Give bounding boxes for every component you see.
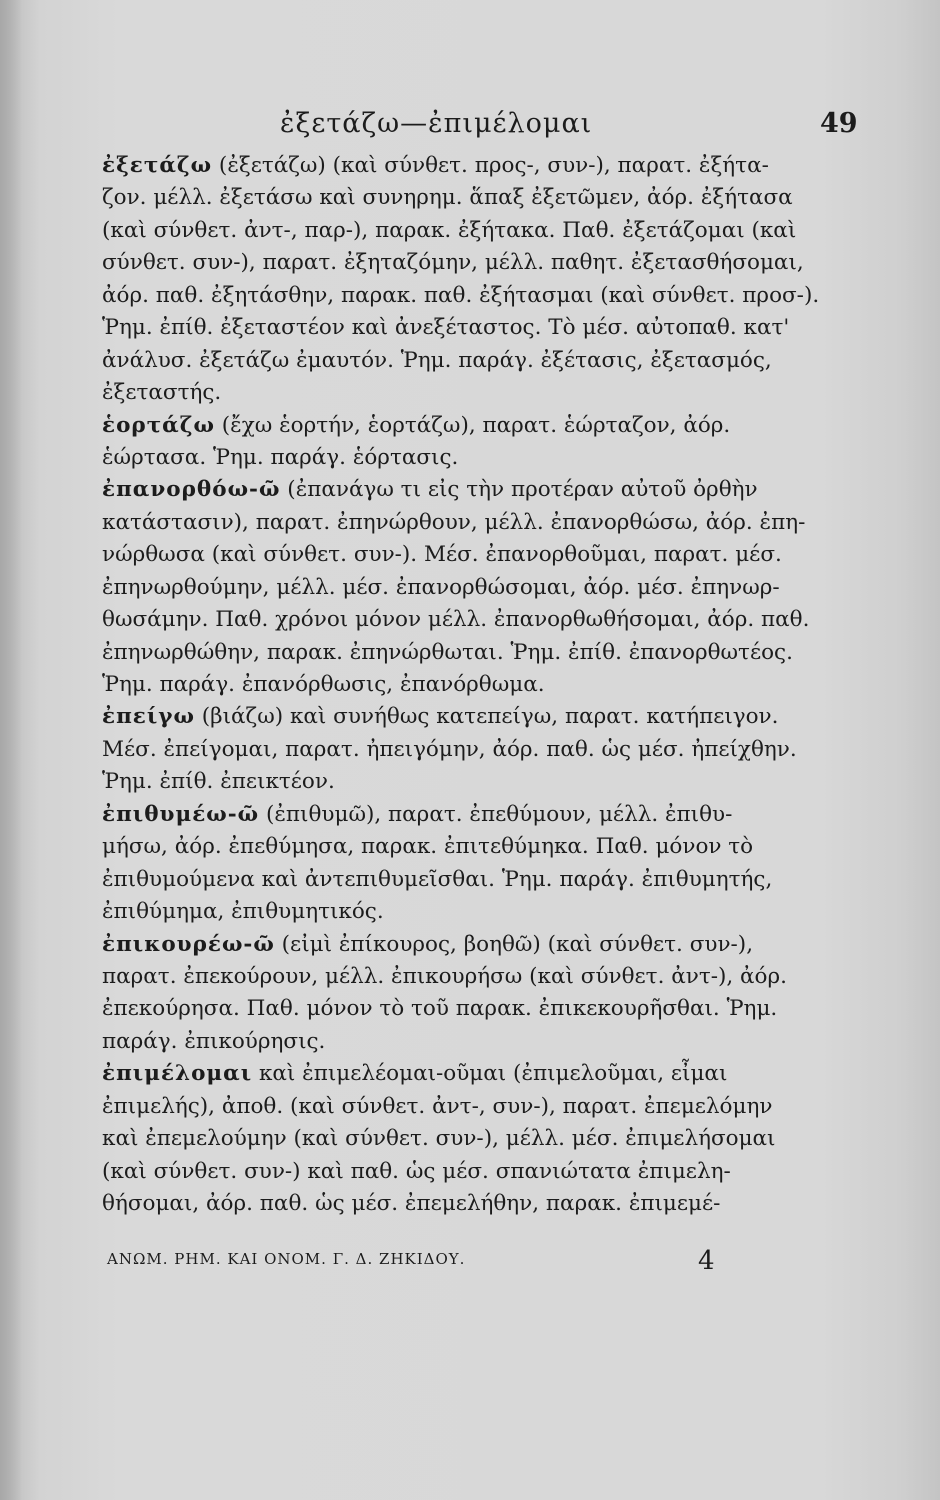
line-text: (καὶ σύνθετ. ἀντ-, παρ-), παρακ. ἐξήτακα. Παθ. ἐξετάζομαι (καὶ	[102, 217, 797, 243]
line-text: σύνθετ. συν-), παρατ. ἐξηταζόμην, μέλλ. παθητ. ἐξετασθήσομαι,	[102, 250, 804, 276]
headword: ἐπανορθόω-ῶ	[102, 477, 281, 503]
printer-signature: ΑΝΩΜ. ΡΗΜ. ΚΑΙ ΟΝΟΜ. Γ. Δ. ΖΗΚΙΔΟΥ.	[107, 1250, 466, 1268]
text-line	[102, 247, 837, 279]
entry-first-line	[102, 929, 837, 961]
text-line	[102, 182, 837, 214]
line-text: παράγ. ἐπικούρησις.	[102, 1028, 326, 1054]
page-footer	[0, 1246, 940, 1290]
text-line	[102, 1091, 837, 1123]
text-line	[102, 539, 837, 571]
line-text: κατάστασιν), παρατ. ἐπηνώρθουν, μέλλ. ἐπανορθώσω, ἀόρ. ἐπη-	[102, 509, 806, 535]
entry-first-line	[102, 150, 837, 182]
line-text: νώρθωσα (καὶ σύνθετ. συν-). Μέσ. ἐπανορθοῦμαι, παρατ. μέσ.	[102, 542, 782, 568]
text-line	[102, 831, 837, 863]
text-line	[102, 507, 837, 539]
line-text: ἀνάλυσ. ἐξετάζω ἐμαυτόν. Ῥημ. παράγ. ἐξέτασις, ἐξετασμός,	[102, 347, 772, 373]
line-text: ἐπιθυμούμενα καὶ ἀντεπιθυμεῖσθαι. Ῥημ. παράγ. ἐπιθυμητής,	[102, 866, 773, 892]
line-text: θήσομαι, ἀόρ. παθ. ὡς μέσ. ἐπεμελήθην, παρακ. ἐπιμεμέ-	[102, 1191, 721, 1216]
line-text: Ῥημ. παράγ. ἐπανόρθωσις, ἐπανόρθωμα.	[102, 672, 545, 697]
running-title: ἐξετάζω—ἐπιμέλομαι	[280, 108, 593, 139]
headword: ἑορτάζω	[102, 412, 215, 438]
dictionary-body	[102, 150, 837, 1220]
page-number: 49	[820, 108, 858, 139]
text-line	[102, 961, 837, 993]
text-line	[102, 766, 837, 798]
text-line	[102, 312, 837, 344]
headword: ἐπιθυμέω-ῶ	[102, 801, 260, 827]
headword: ἐπιμέλομαι	[102, 1061, 253, 1087]
line-text: Ῥημ. ἐπίθ. ἐξεταστέον καὶ ἀνεξέταστος. Τὸ μέσ. αὐτοπαθ. κατ'	[102, 315, 790, 341]
text-line	[102, 637, 837, 669]
text-line	[102, 993, 837, 1025]
page-header	[0, 108, 940, 148]
text-line	[102, 1188, 837, 1220]
line-text: (ἔχω ἑορτήν, ἑορτάζω), παρατ. ἑώρταζον, ἀόρ.	[214, 412, 731, 438]
entry-first-line	[102, 410, 837, 442]
text-line	[102, 604, 837, 636]
line-text: θωσάμην. Παθ. χρόνοι μόνον μέλλ. ἐπανορθωθήσομαι, ἀόρ. παθ.	[102, 607, 810, 633]
line-text: (βιάζω) καὶ συνήθως κατεπείγω, παρατ. κατήπειγον.	[194, 704, 779, 730]
text-line	[102, 1123, 837, 1155]
text-line	[102, 572, 837, 604]
headword: ἐπείγω	[102, 704, 195, 730]
line-text: ἐπιθύμημα, ἐπιθυμητικός.	[102, 899, 384, 925]
text-line	[102, 669, 837, 701]
line-text: (καὶ σύνθετ. συν-) καὶ παθ. ὡς μέσ. σπανιώτατα ἐπιμελη-	[102, 1158, 731, 1184]
line-text: μήσω, ἀόρ. ἐπεθύμησα, παρακ. ἐπιτεθύμηκα. Παθ. μόνον τὸ	[102, 834, 754, 860]
text-line	[102, 1026, 837, 1058]
line-text: ἑώρτασα. Ῥημ. παράγ. ἑόρτασις.	[102, 444, 459, 470]
line-text: (ἐπιθυμῶ), παρατ. ἐπεθύμουν, μέλλ. ἐπιθυ-	[259, 801, 733, 827]
text-line	[102, 1156, 837, 1188]
text-line	[102, 864, 837, 896]
text-line	[102, 377, 837, 409]
line-text: Ῥημ. ἐπίθ. ἐπεικτέον.	[102, 769, 335, 795]
line-text: παρατ. ἐπεκούρουν, μέλλ. ἐπικουρήσω (καὶ σύνθετ. ἀντ-), ἀόρ.	[102, 963, 787, 989]
entry-first-line	[102, 474, 837, 506]
text-line	[102, 345, 837, 377]
line-text: ἐπεκούρησα. Παθ. μόνον τὸ τοῦ παρακ. ἐπικεκουρῆσθαι. Ῥημ.	[102, 996, 778, 1022]
line-text: (ἐξετάζω) (καὶ σύνθετ. προς-, συν-), παρατ. ἐξήτα-	[212, 153, 769, 178]
line-text: ἐπιμελής), ἀποθ. (καὶ σύνθετ. ἀντ-, συν-), παρατ. ἐπεμελόμην	[102, 1093, 773, 1119]
line-text: ἐξεταστής.	[102, 380, 222, 406]
line-text: ἐπηνωρθώθην, παρακ. ἐπηνώρθωται. Ῥημ. ἐπίθ. ἐπανορθωτέος.	[102, 639, 793, 665]
line-text: καὶ ἐπιμελέομαι-οῦμαι (ἐπιμελοῦμαι, εἶμαι	[252, 1061, 728, 1087]
entry-first-line	[102, 701, 837, 733]
text-line	[102, 215, 837, 247]
line-text: (ἐπανάγω τι εἰς τὴν προτέραν αὐτοῦ ὀρθὴν	[280, 477, 758, 503]
headword: ἐξετάζω	[102, 153, 213, 178]
entry-first-line	[102, 1058, 837, 1090]
line-text: ζον. μέλλ. ἐξετάσω καὶ συνηρημ. ἅπαξ ἐξετῶμεν, ἀόρ. ἐξήτασα	[102, 185, 793, 211]
text-line	[102, 280, 837, 312]
line-text: (εἰμὶ ἐπίκουρος, βοηθῶ) (καὶ σύνθετ. συν-),	[274, 931, 754, 957]
text-line	[102, 734, 837, 766]
entry-first-line	[102, 799, 837, 831]
sheet-number: 4	[698, 1246, 715, 1276]
text-line	[102, 896, 837, 928]
text-line	[102, 442, 837, 474]
line-text: ἐπηνωρθούμην, μέλλ. μέσ. ἐπανορθώσομαι, ἀόρ. μέσ. ἐπηνωρ-	[102, 574, 780, 600]
headword: ἐπικουρέω-ῶ	[102, 931, 275, 957]
line-text: καὶ ἐπεμελούμην (καὶ σύνθετ. συν-), μέλλ. μέσ. ἐπιμελήσομαι	[102, 1126, 776, 1152]
line-text: ἀόρ. παθ. ἐξητάσθην, παρακ. παθ. ἐξήτασμαι (καὶ σύνθετ. προσ-).	[102, 282, 820, 308]
line-text: Μέσ. ἐπείγομαι, παρατ. ἠπειγόμην, ἀόρ. παθ. ὡς μέσ. ἠπείχθην.	[102, 736, 797, 762]
